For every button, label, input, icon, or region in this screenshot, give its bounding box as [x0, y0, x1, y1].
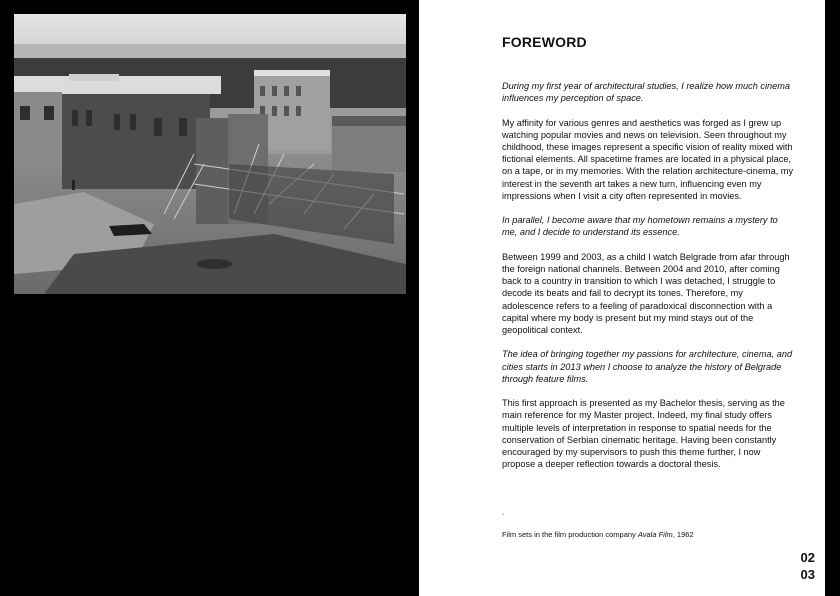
body-paragraph: My affinity for various genres and aesthetics was forged as I grew up watching popular movies and news on television. Seen throughout my childhood, these images represent a specific vision of reality mixed with fictional elements. All spacetime frames are located in a physical place, on a tape, or in my memories. With the relation architecture-cinema, my interest in the seventh art takes a new turn, influencing even my impressions when I visit a city often represented in movies.	[502, 117, 794, 201]
right-edge-strip	[825, 0, 840, 596]
caption-prefix: Film sets in the film production company	[502, 530, 638, 539]
right-page	[419, 0, 825, 596]
caption-company-name: Avala Film	[637, 530, 673, 539]
page-number-right: 03	[800, 567, 815, 582]
body-paragraph: Between 1999 and 2003, as a child I watch Belgrade from afar through the foreign national channels. Between 2004 and 2010, after coming back to a country in transition to which I was detached, I struggle to decode its beats and fail to decrypt its tones. Therefore, my adolescence refers to a feeling of paradoxical disconnection with a capital where my body is present but my mind stays out of the geopolitical context.	[502, 251, 790, 336]
film-set-photo	[14, 14, 406, 294]
page-number-left: 02	[800, 550, 815, 565]
intro-paragraph: During my first year of architectural studies, I realize how much cinema influences my perception of space.	[502, 81, 790, 104]
page-title: FOREWORD	[502, 34, 587, 50]
photo-caption	[502, 530, 694, 539]
caption-marker-icon: ‹	[502, 512, 504, 518]
left-page	[0, 0, 419, 596]
body-paragraph: This first approach is presented as my Bachelor thesis, serving as the main reference for my Master project. Indeed, my final study offers multiple levels of interpretation in response to spatial needs for the conservation of Serbian cinematic heritage. Having been constantly encouraged by my supervisors to push this theme further, I now propose a deeper reflection towards a doctoral thesis.	[502, 398, 785, 470]
caption-suffix: , 1962	[672, 530, 694, 539]
photo-image-icon	[14, 14, 406, 294]
page-numbers	[801, 549, 815, 583]
foreword-body	[502, 80, 794, 483]
intro-paragraph: The idea of bringing together my passions for architecture, cinema, and cities starts in 2013 when I choose to analyze the history of Belgrade through feature films.	[502, 349, 793, 384]
intro-paragraph: In parallel, I become aware that my hometown remains a mystery to me, and I decide to understand its essence.	[502, 215, 778, 238]
